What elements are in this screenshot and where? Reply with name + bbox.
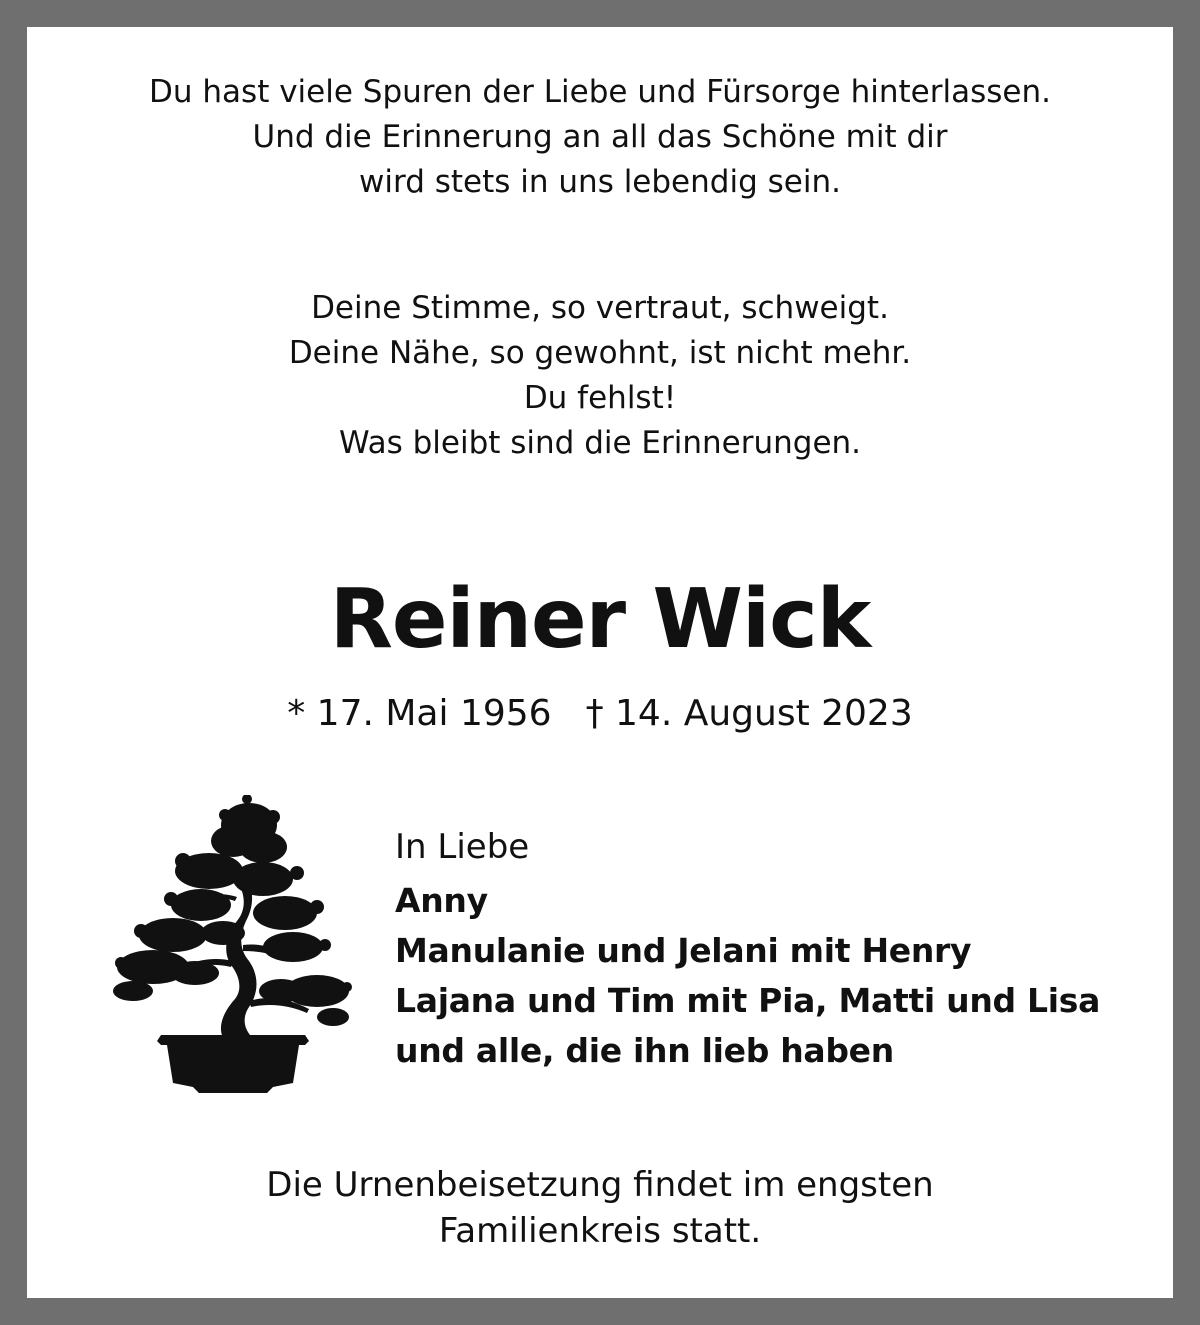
- mourners-block: [395, 822, 1155, 1076]
- death-date: † 14. August 2023: [585, 693, 913, 734]
- verse-line: Deine Nähe, so gewohnt, ist nicht mehr.: [288, 335, 912, 371]
- burial-notice: [27, 1162, 1173, 1254]
- verse-line: Und die Erinnerung an all das Schöne mit dir: [252, 119, 948, 155]
- verse-line: Deine Stimme, so vertraut, schweigt.: [311, 290, 889, 326]
- mourner-line: und alle, die ihn lieb haben: [395, 1031, 894, 1070]
- verse-1: [27, 70, 1173, 205]
- verse-line: Du hast viele Spuren der Liebe und Fürsorge hinterlassen.: [149, 74, 1051, 110]
- life-dates: [27, 691, 1173, 737]
- verse-2: [27, 286, 1173, 466]
- mourners-intro: In Liebe: [395, 827, 530, 867]
- verse-line: Was bleibt sind die Erinnerungen.: [338, 425, 862, 461]
- bonsai-tree-icon: [113, 795, 353, 1097]
- verse-line: wird stets in uns lebendig sein.: [359, 164, 841, 200]
- notice-line: Familienkreis statt.: [438, 1211, 762, 1251]
- deceased-name: Reiner Wick: [329, 572, 871, 667]
- obituary-card: [27, 27, 1173, 1298]
- birth-date: * 17. Mai 1956: [287, 693, 552, 734]
- mourner-line: Lajana und Tim mit Pia, Matti und Lisa: [395, 981, 1101, 1020]
- mourner-line: Manulanie und Jelani mit Henry: [395, 931, 972, 970]
- verse-line: Du fehlst!: [523, 380, 677, 416]
- notice-line: Die Urnenbeisetzung findet im engsten: [266, 1165, 934, 1205]
- mourner-line: Anny: [395, 881, 488, 920]
